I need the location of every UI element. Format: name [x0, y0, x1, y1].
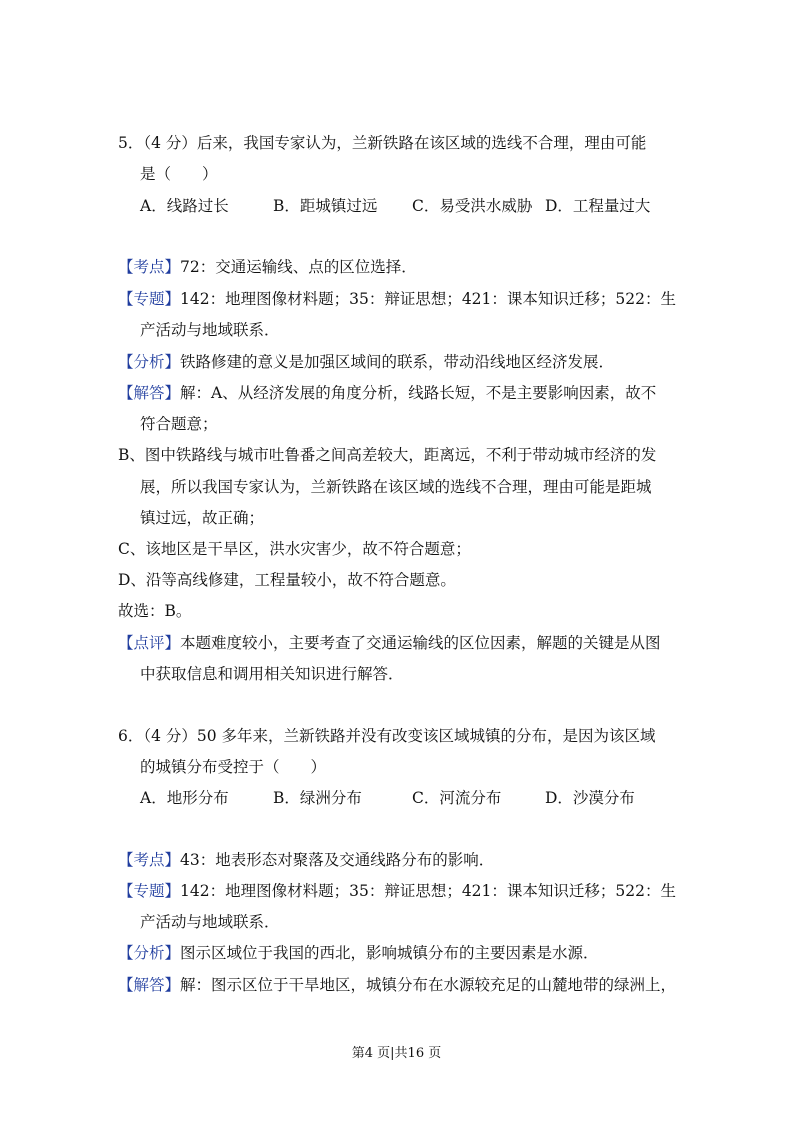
jieda-tag: 【解答】 [118, 384, 181, 402]
q6-kaodian [118, 850, 494, 870]
fenxi-text: 图示区域位于我国的西北，影响城镇分布的主要因素是水源． [180, 944, 599, 962]
jieda-text: 解：A、从经济发展的角度分析，线路长短，不是主要影响因素，故不 [180, 384, 657, 402]
q6-option-a: A．地形分布 [140, 789, 229, 807]
q5-c-line: C、该地区是干旱区，洪水灾害少，故不符合题意； [118, 540, 471, 558]
q5-b-line1: B、图中铁路线与城市吐鲁番之间高差较大，距离远，不利于带动城市经济的发 [118, 446, 657, 464]
q6-option-b: B．绿洲分布 [273, 789, 362, 807]
fenxi-tag: 【分析】 [118, 944, 181, 962]
q5-fenxi [118, 352, 614, 372]
fenxi-tag: 【分析】 [118, 353, 181, 371]
dianping-text: 本题难度较小，主要考查了交通运输线的区位因素，解题的关键是从图 [180, 634, 661, 652]
page-footer: 第4 页|共16 页 [351, 1046, 442, 1061]
q6-stem-line2: 的城镇分布受控于（ ） [140, 758, 327, 776]
q6-stem-line1: 6．（4 分）50 多年来，兰新铁路并没有改变该区域城镇的分布，是因为该区域 [118, 727, 656, 745]
jieda-text: 解：图示区位于干旱地区，城镇分布在水源较充足的山麓地带的绿洲上， [180, 976, 677, 994]
q6-option-d: D．沙漠分布 [545, 789, 635, 807]
q5-stem-line1: 5．（4 分）后来，我国专家认为，兰新铁路在该区域的选线不合理，理由可能 [118, 134, 647, 152]
q5-kaodian [118, 257, 417, 277]
q5-zhuanti-line2: 产活动与地域联系． [140, 321, 280, 339]
zhuanti-text: 142：地理图像材料题；35：辩证思想；421：课本知识迁移；522：生 [180, 882, 676, 900]
dianping-tag: 【点评】 [118, 634, 181, 652]
q5-option-c: C．易受洪水威胁 [412, 197, 533, 215]
kaodian-tag: 【考点】 [118, 851, 181, 869]
q5-option-b: B．距城镇过远 [273, 197, 378, 215]
q5-stem-line2: 是（ ） [140, 165, 218, 183]
zhuanti-tag: 【专题】 [118, 882, 181, 900]
kaodian-text: 43：地表形态对聚落及交通线路分布的影响． [180, 851, 495, 869]
q5-jieda-line2: 符合题意； [140, 415, 218, 433]
q5-d-line: D、沿等高线修建，工程量较小，故不符合题意。 [118, 571, 456, 589]
kaodian-tag: 【考点】 [118, 258, 181, 276]
q5-b-line2: 展，所以我国专家认为，兰新铁路在该区域的选线不合理，理由可能是距城 [140, 478, 652, 496]
zhuanti-text: 142：地理图像材料题；35：辩证思想；421：课本知识迁移；522：生 [180, 290, 676, 308]
q5-answer: 故选：B。 [118, 602, 192, 620]
q6-option-c: C．河流分布 [412, 789, 502, 807]
q5-option-d: D．工程量过大 [545, 197, 651, 215]
q6-zhuanti-line2: 产活动与地域联系． [140, 913, 280, 931]
fenxi-text: 铁路修建的意义是加强区域间的联系，带动沿线地区经济发展． [180, 353, 615, 371]
q6-fenxi [118, 943, 599, 963]
q5-dianping-line2: 中获取信息和调用相关知识进行解答． [140, 665, 404, 683]
q6-jieda-line1 [118, 975, 676, 995]
q6-zhuanti-line1 [118, 881, 676, 901]
q5-dianping-line1 [118, 633, 661, 653]
q5-jieda-line1 [118, 383, 656, 403]
q5-option-a: A．线路过长 [140, 197, 229, 215]
zhuanti-tag: 【专题】 [118, 290, 181, 308]
q5-zhuanti-line1 [118, 289, 676, 309]
kaodian-text: 72：交通运输线、点的区位选择． [180, 258, 417, 276]
q5-b-line3: 镇过远，故正确； [140, 509, 265, 527]
jieda-tag: 【解答】 [118, 976, 181, 994]
